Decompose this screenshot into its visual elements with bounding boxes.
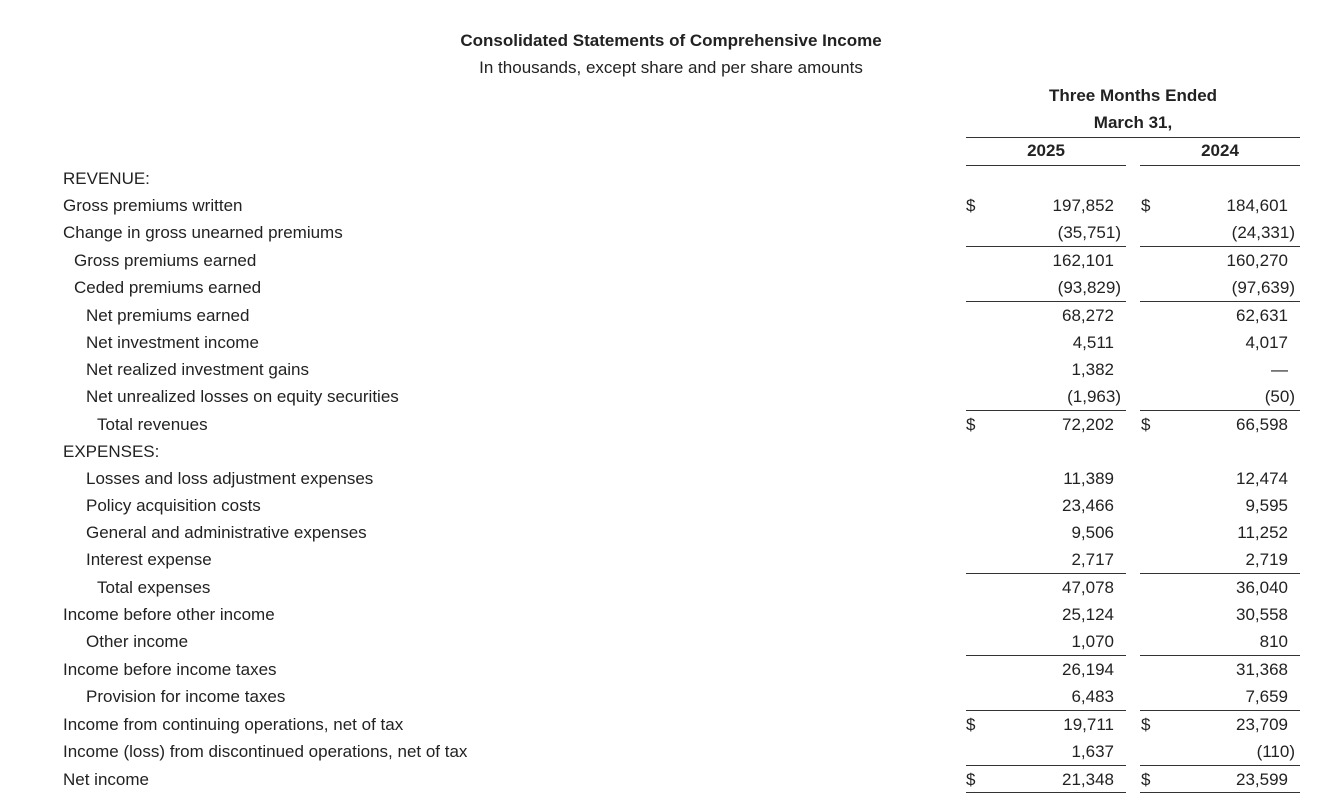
- value-2025: 26,194: [1062, 660, 1114, 679]
- value-2024: (24,331): [1231, 223, 1295, 242]
- value-2024: 810: [1259, 632, 1288, 651]
- row-label: Interest expense: [86, 550, 212, 569]
- currency-symbol-2025: $: [966, 415, 976, 434]
- value-2025: 6,483: [1071, 687, 1114, 706]
- currency-symbol-2024: $: [1141, 196, 1151, 215]
- value-2024: (50): [1264, 387, 1295, 406]
- value-2025: 9,506: [1071, 523, 1114, 542]
- value-2025: 1,070: [1071, 632, 1114, 651]
- value-2025: 1,637: [1071, 742, 1114, 761]
- value-2025: 68,272: [1062, 306, 1114, 325]
- currency-symbol-2024: $: [1141, 715, 1151, 734]
- value-2025: 19,711: [1063, 715, 1114, 734]
- row-label: Gross premiums written: [63, 196, 243, 215]
- row-label: Income before income taxes: [63, 660, 277, 679]
- period-header-line1: Three Months Ended: [1048, 86, 1218, 105]
- value-2024: 12,474: [1236, 469, 1288, 488]
- value-2024: 66,598: [1236, 415, 1288, 434]
- value-2024: 23,709: [1236, 715, 1288, 734]
- value-2025: (93,829): [1057, 278, 1121, 297]
- statement-subtitle: In thousands, except share and per share amounts: [479, 58, 863, 77]
- row-label: Provision for income taxes: [86, 687, 286, 706]
- row-label: Losses and loss adjustment expenses: [86, 469, 374, 488]
- value-2024: 11,252: [1237, 523, 1288, 542]
- currency-symbol-2025: $: [966, 770, 976, 789]
- value-2024: —: [1271, 360, 1288, 379]
- row-label: Change in gross unearned premiums: [63, 223, 343, 242]
- value-2025: 197,852: [1052, 196, 1114, 215]
- value-2024: 184,601: [1226, 196, 1288, 215]
- row-label: Total expenses: [97, 578, 211, 597]
- row-label: Income (loss) from discontinued operations, net of tax: [63, 742, 468, 761]
- value-2024: (97,639): [1231, 278, 1295, 297]
- value-2024: 4,017: [1245, 333, 1288, 352]
- year-header-rule-2024: [1140, 165, 1300, 166]
- year-header-2024: 2024: [1201, 141, 1239, 160]
- year-header-rule-2025: [966, 165, 1126, 166]
- value-2024: (110): [1256, 742, 1295, 761]
- value-2025: (1,963): [1067, 387, 1121, 406]
- row-label: Net realized investment gains: [86, 360, 310, 379]
- value-2025: 4,511: [1072, 333, 1114, 352]
- year-header-2025: 2025: [1027, 141, 1065, 160]
- value-2024: 7,659: [1245, 687, 1288, 706]
- row-label: Ceded premiums earned: [74, 278, 262, 297]
- value-2024: 9,595: [1245, 496, 1288, 515]
- row-label: Net unrealized losses on equity securities: [86, 387, 399, 406]
- value-2025: 1,382: [1071, 360, 1114, 379]
- value-2025: 72,202: [1062, 415, 1114, 434]
- value-2024: 160,270: [1226, 251, 1288, 270]
- currency-symbol-2024: $: [1141, 770, 1151, 789]
- currency-symbol-2025: $: [966, 196, 976, 215]
- value-2024: 23,599: [1236, 770, 1288, 789]
- row-label: EXPENSES:: [63, 442, 160, 461]
- row-label: Total revenues: [97, 415, 208, 434]
- value-2024: 36,040: [1236, 578, 1288, 597]
- subtotal-rule-2025: [966, 792, 1126, 793]
- row-label: Net income: [63, 770, 149, 789]
- row-label: Gross premiums earned: [74, 251, 257, 270]
- value-2025: 11,389: [1063, 469, 1114, 488]
- currency-symbol-2024: $: [1141, 415, 1151, 434]
- subtotal-rule-2024: [1140, 792, 1300, 793]
- row-label: Other income: [86, 632, 189, 651]
- value-2025: (35,751): [1057, 223, 1121, 242]
- period-header-line2: March 31,: [1093, 113, 1173, 132]
- row-label: Net investment income: [86, 333, 259, 352]
- row-label: Income from continuing operations, net of tax: [63, 715, 404, 734]
- row-label: General and administrative expenses: [86, 523, 367, 542]
- statement-title: Consolidated Statements of Comprehensive Income: [460, 31, 882, 50]
- value-2025: 25,124: [1062, 605, 1114, 624]
- period-header-rule: [966, 137, 1300, 138]
- value-2025: 23,466: [1062, 496, 1114, 515]
- value-2025: 2,717: [1071, 550, 1114, 569]
- value-2024: 2,719: [1245, 550, 1288, 569]
- value-2024: 30,558: [1236, 605, 1288, 624]
- value-2025: 21,348: [1062, 770, 1114, 789]
- value-2025: 47,078: [1062, 578, 1114, 597]
- value-2024: 31,368: [1236, 660, 1288, 679]
- row-label: Income before other income: [63, 605, 275, 624]
- row-label: Policy acquisition costs: [86, 496, 261, 515]
- row-label: Net premiums earned: [86, 306, 250, 325]
- currency-symbol-2025: $: [966, 715, 976, 734]
- row-label: REVENUE:: [63, 169, 150, 188]
- value-2025: 162,101: [1052, 251, 1114, 270]
- value-2024: 62,631: [1236, 306, 1288, 325]
